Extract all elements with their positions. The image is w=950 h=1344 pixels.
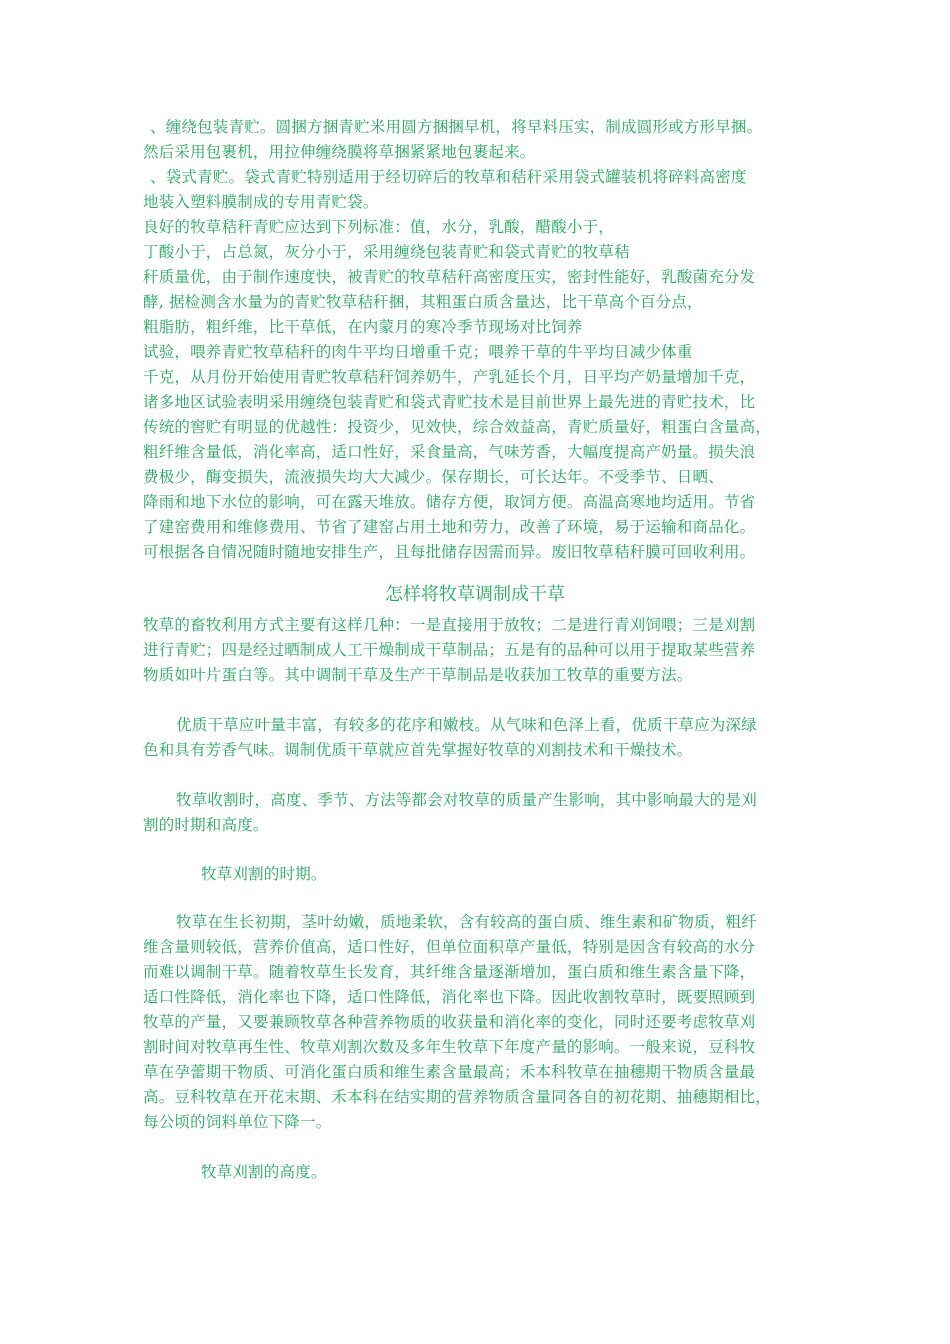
text-line: 粗脂肪，粗纤维，比干草低，在内蒙月的寒冷季节现场对比饲养: [143, 318, 583, 336]
text-line: 牧草的产量，又要兼顾牧草各种营养物质的收获量和消化率的变化，同时还要考虑牧草刈: [143, 1013, 756, 1031]
text-line: 丁酸小于，占总氮，灰分小于，采用缠绕包装青贮和袋式青贮的牧草秸: [143, 243, 630, 261]
subheading-period: 牧草刈割的时期。: [201, 865, 327, 883]
text-line: 费极少，酶变损失，流液损失均大大减少。保存期长，可长达年。不受季节、日晒、: [143, 468, 724, 486]
text-line: 然后采用包裹机，用拉伸缠绕膜将草捆紧紧地包裹起来。: [143, 143, 536, 161]
text-line: 降雨和地下水位的影响，可在露天堆放。储存方便，取饲方便。高温高寒地均适用。节省: [143, 493, 756, 511]
text-line: 诸多地区试验表明采用缠绕包装青贮和袋式青贮技术是目前世界上最先进的青贮技术，比: [143, 393, 756, 411]
text-line: 可根据各自情况随时随地安排生产，且每批储存因需而异。废旧牧草秸秆膜可回收利用。: [143, 543, 756, 561]
text-line: 良好的牧草秸秆青贮应达到下列标准：值，水分，乳酸，醋酸小于，: [143, 218, 615, 236]
text-line: 试验，喂养青贮牧草秸秆的肉牛平均日增重千克；喂养干草的牛平均日减少体重: [143, 343, 693, 361]
text-line: 了建窑费用和维修费用、节省了建窑占用土地和劳力，改善了环境，易于运输和商品化。: [143, 518, 756, 536]
text-line: 物质如叶片蛋白等。其中调制干草及生产干草制品是收获加工牧草的重要方法。: [143, 666, 693, 684]
subheading-height: 牧草刈割的高度。: [201, 1163, 327, 1181]
text-line: 牧草在生长初期，茎叶幼嫩，质地柔软，含有较高的蛋白质、维生素和矿物质，粗纤: [176, 913, 757, 931]
text-line: 维含量则较低，营养价值高，适口性好，但单位面积草产量低，特别是因含有较高的水分: [143, 938, 756, 956]
text-line: 传统的窖贮有明显的优越性：投资少，见效快，综合效益高，青贮质量好，粗蛋白含量高，: [143, 418, 772, 436]
text-line: 千克，从月份开始使用青贮牧草秸秆饲养奶牛，产乳延长个月，日平均产奶量增加千克，: [143, 368, 756, 386]
text-line: 优质干草应叶量丰富，有较多的花序和嫩枝。从气味和色泽上看，优质干草应为深绿: [176, 716, 757, 734]
section-title: 怎样将牧草调制成干草: [385, 584, 565, 605]
text-line: 地装入塑料膜制成的专用青贮袋。: [143, 193, 379, 211]
text-line: 而难以调制干草。随着牧草生长发育，其纤维含量逐渐增加，蛋白质和维生素含量下降，: [143, 963, 756, 981]
text-line: 割的时期和高度。: [143, 816, 269, 834]
text-line: 酵, 据检测含水量为的青贮牧草秸秆捆，其粗蛋白质含量达，比干草高个百分点，: [143, 293, 703, 311]
text-line: 秆质量优，由于制作速度快，被青贮的牧草秸秆高密度压实，密封性能好，乳酸菌充分发: [143, 268, 756, 286]
text-line: 牧草的畜牧利用方式主要有这样几种：一是直接用于放牧；二是进行青刈饲喂；三是刈割: [143, 616, 756, 634]
text-line: 割时间对牧草再生性、牧草刈割次数及多年生牧草下年度产量的影响。一般来说，豆科牧: [143, 1038, 756, 1056]
text-line: 适口性降低，消化率也下降，适口性降低，消化率也下降。因此收割牧草时，既要照顾到: [143, 988, 756, 1006]
text-line: 牧草收割时，高度、季节、方法等都会对牧草的质量产生影响，其中影响最大的是刈: [176, 791, 757, 809]
text-line: 草在孕蕾期干物质、可消化蛋白质和维生素含量最高；禾本科牧草在抽穗期干物质含量最: [143, 1063, 756, 1081]
text-line: 高。豆科牧草在开花末期、禾本科在结实期的营养物质含量同各自的初花期、抽穗期相比，: [143, 1088, 772, 1106]
text-line: 、袋式青贮。袋式青贮特别适用于经切碎后的牧草和秸秆采用袋式罐装机将碎料高密度: [150, 168, 747, 186]
text-line: 每公顷的饲料单位下降一。: [143, 1113, 332, 1131]
text-line: 色和具有芳香气味。调制优质干草就应首先掌握好牧草的刈割技术和干燥技术。: [143, 741, 693, 759]
text-line: 进行青贮；四是经过晒制成人工干燥制成干草制品；五是有的品种可以用于提取某些营养: [143, 641, 756, 659]
text-line: 、缠绕包装青贮。圆捆方捆青贮米用圆方捆捆早机，将早料压实，制成圆形或方形早捆。: [150, 118, 763, 136]
text-line: 粗纤维含量低，消化率高，适口性好，采食量高，气味芳香，大幅度提高产奶量。损失浪: [143, 443, 756, 461]
